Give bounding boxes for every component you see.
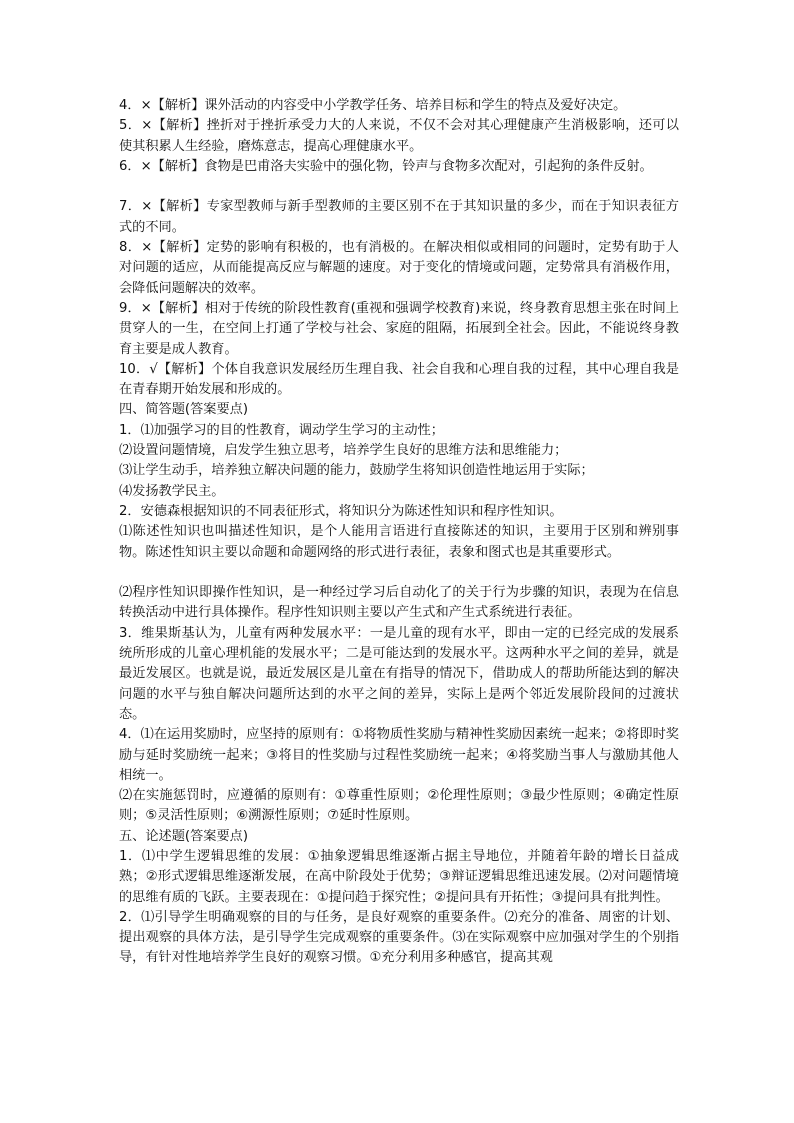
essay-answer-1: 1．⑴中学生逻辑思维的发展：①抽象逻辑思维逐渐占据主导地位，并随着年龄的增长日益成熟；②形式逻辑思维逐渐发展，在高中阶段处于优势；③辩证逻辑思维迅速发展。⑵对问题情境的思维有质的飞跃。主要表现在：①提问趋于探究性；②提问具有开拓性；③提问具有批判性。 bbox=[119, 848, 679, 905]
short-answer-1-point-1: 1．⑴加强学习的目的性教育，调动学生学习的主动性； bbox=[119, 422, 444, 438]
answer-10-explanation: 10．√【解析】个体自我意识发展经历生理自我、社会自我和心理自我的过程，其中心理自我是在青春期开始发展和形成的。 bbox=[119, 361, 679, 398]
blank-line bbox=[119, 177, 679, 197]
short-answer-1-point-2: ⑵设置问题情境，启发学生独立思考，培养学生良好的思维方法和思维能力； bbox=[119, 443, 568, 459]
short-answer-2-intro: 2．安德森根据知识的不同表征形式，将知识分为陈述性知识和程序性知识。 bbox=[119, 503, 563, 519]
answer-8-explanation: 8．×【解析】定势的影响有积极的，也有消极的。在解决相似或相同的问题时，定势有助于人对问题的适应，从而能提高反应与解题的速度。对于变化的情境或问题，定势常具有消极作用，会降低问题解决的效率。 bbox=[119, 240, 679, 296]
short-answer-4-point-1: 4．⑴在运用奖励时，应坚持的原则有：①将物质性奖励与精神性奖励因素统一起来；②将即时奖励与延时奖励统一起来；③将目的性奖励与过程性奖励统一起来；④将奖励当事人与激励其他人相统一。 bbox=[119, 727, 679, 783]
short-answer-2-point-2: ⑵程序性知识即操作性知识，是一种经过学习后自动化了的关于行为步骤的知识，表现为在信息转换活动中进行具体操作。程序性知识则主要以产生式和产生式系统进行表征。 bbox=[119, 585, 679, 621]
answer-9-explanation: 9．×【解析】相对于传统的阶段性教育(重视和强调学校教育)来说，终身教育思想主张在时间上贯穿人的一生，在空间上打通了学校与社会、家庭的阻隔，拓展到全社会。因此，不能说终身教育主要是成人教育。 bbox=[119, 300, 679, 357]
answer-6-explanation: 6．×【解析】食物是巴甫洛夫实验中的强化物，铃声与食物多次配对，引起狗的条件反射。 bbox=[119, 158, 653, 174]
short-answer-1-point-3: ⑶让学生动手，培养独立解决问题的能力，鼓励学生将知识创造性地运用于实际； bbox=[119, 463, 594, 479]
answer-5-explanation: 5．×【解析】挫折对于挫折承受力大的人来说，不仅不会对其心理健康产生消极影响，还可以使其积累人生经验，磨炼意志，提高心理健康水平。 bbox=[119, 118, 679, 154]
short-answer-1-point-4: ⑷发扬教学民主。 bbox=[119, 483, 225, 499]
section-heading-essay: 五、论述题(答案要点) bbox=[119, 828, 248, 844]
section-heading-short-answer: 四、简答题(答案要点) bbox=[119, 402, 248, 418]
essay-answer-2: 2．⑴引导学生明确观察的目的与任务，是良好观察的重要条件。⑵充分的准备、周密的计划、提出观察的具体方法，是引导学生完成观察的重要条件。⑶在实际观察中应加强对学生的个别指导，有针对性地培养学生良好的观察习惯。①充分利用多种感官，提高其观 bbox=[119, 909, 679, 966]
answer-4-explanation: 4．×【解析】课外活动的内容受中小学教学任务、培养目标和学生的特点及爱好决定。 bbox=[119, 98, 627, 113]
blank-line bbox=[119, 563, 679, 583]
short-answer-2-point-1: ⑴陈述性知识也叫描述性知识，是个人能用言语进行直接陈述的知识，主要用于区别和辨别事物。陈述性知识主要以命题和命题网络的形式进行表征，表象和图式也是其重要形式。 bbox=[119, 524, 679, 560]
answer-7-explanation: 7．×【解析】专家型教师与新手型教师的主要区别不在于其知识量的多少，而在于知识表征方式的不同。 bbox=[119, 199, 679, 235]
short-answer-3: 3．维果斯基认为，儿童有两种发展水平：一是儿童的现有水平，即由一定的已经完成的发展系统所形成的儿童心理机能的发展水平；二是可能达到的发展水平。这两种水平之间的差异，就是最近发展区。也就是说，最近发展区是儿童在有指导的情况下，借助成人的帮助所能达到的解决问题的水平与独自解决问题所达到的水平之间的差异，实际上是两个邻近发展阶段间的过渡状态。 bbox=[119, 625, 679, 722]
document-body bbox=[119, 96, 679, 969]
short-answer-4-point-2: ⑵在实施惩罚时，应遵循的原则有：①尊重性原则；②伦理性原则；③最少性原则；④确定性原则；⑤灵活性原则；⑥溯源性原则；⑦延时性原则。 bbox=[119, 788, 679, 824]
